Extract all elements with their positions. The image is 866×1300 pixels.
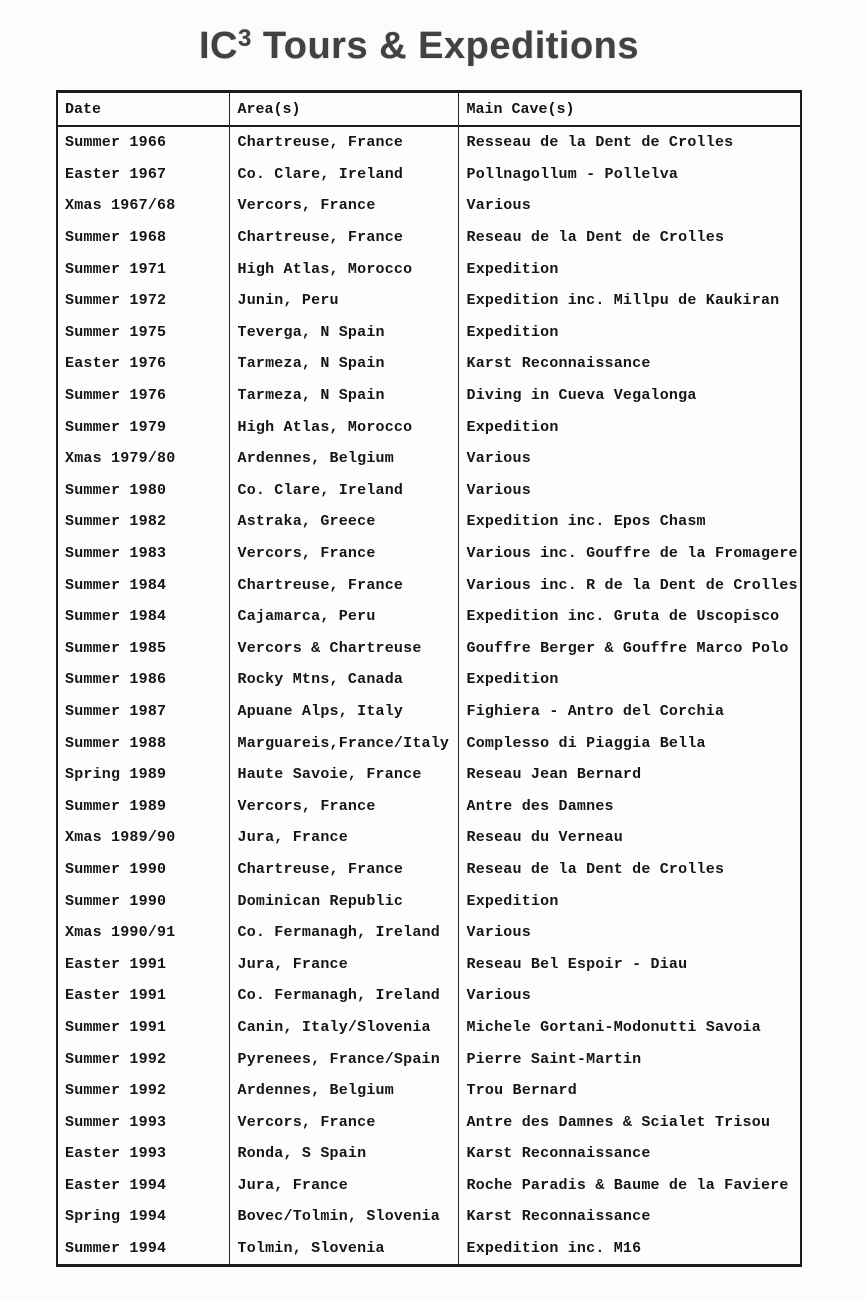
cell-area: Chartreuse, France	[229, 222, 458, 254]
cell-main-cave: Reseau de la Dent de Crolles	[458, 854, 801, 886]
cell-area: High Atlas, Morocco	[229, 411, 458, 443]
table-row	[57, 980, 801, 1012]
cell-main-cave: Gouffre Berger & Gouffre Marco Polo	[458, 633, 801, 665]
title-rest: Tours & Expeditions	[251, 25, 640, 67]
table-row	[57, 1170, 801, 1202]
cell-main-cave: Expedition inc. Epos Chasm	[458, 506, 801, 538]
cell-date: Easter 1993	[65, 1145, 167, 1163]
cell-date: Summer 1968	[65, 229, 167, 247]
cell-date: Summer 1994	[65, 1240, 167, 1258]
cell-date: Summer 1980	[65, 481, 167, 499]
table-row	[57, 759, 801, 791]
cell-main-cave: Karst Reconnaissance	[458, 348, 801, 380]
cell-main-cave: Expedition inc. Millpu de Kaukiran	[458, 285, 801, 317]
cell-main-cave: Reseau Bel Espoir - Diau	[458, 948, 801, 980]
cell-main-cave: Roche Paradis & Baume de la Faviere	[458, 1170, 801, 1202]
table-row	[57, 126, 801, 159]
cell-main-cave: Antre des Damnes	[458, 790, 801, 822]
cell-date: Summer 1984	[65, 576, 167, 594]
cell-area: Jura, France	[229, 948, 458, 980]
cell-date: Summer 1985	[65, 639, 167, 657]
cell-date: Summer 1990	[65, 860, 167, 878]
cell-date: Xmas 1979/80	[65, 450, 176, 468]
table-row	[57, 601, 801, 633]
cell-date: Spring 1989	[65, 766, 167, 784]
cell-area: Vercors & Chartreuse	[229, 633, 458, 665]
table-row	[57, 253, 801, 285]
cell-main-cave: Reseau de la Dent de Crolles	[458, 222, 801, 254]
cell-main-cave: Expedition inc. M16	[458, 1233, 801, 1266]
cell-main-cave: Trou Bernard	[458, 1075, 801, 1107]
cell-area: Vercors, France	[229, 190, 458, 222]
table-row	[57, 538, 801, 570]
cell-area: Ardennes, Belgium	[229, 1075, 458, 1107]
header-area: Area(s)	[229, 92, 458, 127]
cell-area: Tolmin, Slovenia	[229, 1233, 458, 1266]
title-ic: IC	[198, 25, 238, 67]
table-row	[57, 854, 801, 886]
cell-date: Summer 1988	[65, 734, 167, 752]
table-row	[57, 285, 801, 317]
cell-main-cave: Various	[458, 190, 801, 222]
cell-main-cave: Resseau de la Dent de Crolles	[458, 126, 801, 159]
cell-area: Cajamarca, Peru	[229, 601, 458, 633]
table-row	[57, 348, 801, 380]
cell-main-cave: Various inc. R de la Dent de Crolles	[458, 569, 801, 601]
cell-main-cave: Various	[458, 443, 801, 475]
table-row	[57, 190, 801, 222]
cell-area: High Atlas, Morocco	[229, 253, 458, 285]
cell-date: Easter 1976	[65, 355, 167, 373]
cell-area: Apuane Alps, Italy	[229, 696, 458, 728]
cell-date: Summer 1992	[65, 1082, 167, 1100]
cell-area: Tarmeza, N Spain	[229, 380, 458, 412]
cell-area: Ronda, S Spain	[229, 1138, 458, 1170]
cell-area: Chartreuse, France	[229, 569, 458, 601]
page-title	[0, 24, 852, 73]
cell-main-cave: Expedition	[458, 664, 801, 696]
table-row	[57, 1106, 801, 1138]
table-row	[57, 1075, 801, 1107]
cell-date: Summer 1986	[65, 671, 167, 689]
cell-area: Co. Clare, Ireland	[229, 475, 458, 507]
table-row	[57, 727, 801, 759]
table-row	[57, 790, 801, 822]
cell-main-cave: Expedition	[458, 317, 801, 349]
cell-main-cave: Various	[458, 475, 801, 507]
cell-area: Rocky Mtns, Canada	[229, 664, 458, 696]
cell-area: Co. Fermanagh, Ireland	[229, 980, 458, 1012]
cell-main-cave: Karst Reconnaissance	[458, 1138, 801, 1170]
table-row	[57, 475, 801, 507]
cell-date: Summer 1992	[65, 1050, 167, 1068]
cell-date: Summer 1989	[65, 797, 167, 815]
cell-date: Summer 1979	[65, 418, 167, 436]
cell-main-cave: Various	[458, 980, 801, 1012]
table-row	[57, 917, 801, 949]
table-row	[57, 1043, 801, 1075]
cell-main-cave: Pollnagollum - Pollelva	[458, 159, 801, 191]
cell-area: Teverga, N Spain	[229, 317, 458, 349]
cell-main-cave: Various	[458, 917, 801, 949]
cell-area: Vercors, France	[229, 538, 458, 570]
cell-date: Summer 1993	[65, 1113, 167, 1131]
table-header-row	[57, 92, 801, 127]
cell-date: Xmas 1990/91	[65, 924, 176, 942]
cell-area: Jura, France	[229, 822, 458, 854]
table-row	[57, 1138, 801, 1170]
table-row	[57, 222, 801, 254]
cell-main-cave: Expedition	[458, 885, 801, 917]
table-row	[57, 506, 801, 538]
table-row	[57, 885, 801, 917]
cell-date: Summer 1976	[65, 387, 167, 405]
table-row	[57, 1233, 801, 1266]
cell-area: Junin, Peru	[229, 285, 458, 317]
table-row	[57, 633, 801, 665]
cell-main-cave: Reseau du Verneau	[458, 822, 801, 854]
cell-date: Summer 1984	[65, 608, 167, 626]
cell-main-cave: Michele Gortani-Modonutti Savoia	[458, 1012, 801, 1044]
cell-area: Bovec/Tolmin, Slovenia	[229, 1201, 458, 1233]
cell-date: Summer 1971	[65, 260, 167, 278]
cell-area: Vercors, France	[229, 1106, 458, 1138]
table-row	[57, 569, 801, 601]
header-main-cave: Main Cave(s)	[458, 92, 801, 127]
cell-main-cave: Expedition	[458, 253, 801, 285]
cell-date: Easter 1994	[65, 1176, 167, 1194]
cell-main-cave: Expedition inc. Gruta de Uscopisco	[458, 601, 801, 633]
table-row	[57, 948, 801, 980]
cell-date: Summer 1991	[65, 1018, 167, 1036]
cell-date: Summer 1982	[65, 513, 167, 531]
table-row	[57, 380, 801, 412]
cell-area: Marguareis,France/Italy	[229, 727, 458, 759]
table-row	[57, 664, 801, 696]
table-row	[57, 1012, 801, 1044]
cell-date: Easter 1991	[65, 987, 167, 1005]
cell-date: Summer 1966	[65, 134, 167, 152]
cell-area: Co. Clare, Ireland	[229, 159, 458, 191]
expeditions-table	[56, 90, 802, 1267]
cell-area: Chartreuse, France	[229, 126, 458, 159]
cell-main-cave: Karst Reconnaissance	[458, 1201, 801, 1233]
cell-area: Astraka, Greece	[229, 506, 458, 538]
cell-date: Xmas 1989/90	[65, 829, 176, 847]
document-page	[0, 24, 866, 1300]
cell-date: Summer 1975	[65, 323, 167, 341]
cell-date: Summer 1972	[65, 292, 167, 310]
cell-area: Vercors, France	[229, 790, 458, 822]
cell-main-cave: Expedition	[458, 411, 801, 443]
cell-main-cave: Fighiera - Antro del Corchia	[458, 696, 801, 728]
cell-date: Spring 1994	[65, 1208, 167, 1226]
cell-main-cave: Various inc. Gouffre de la Fromagere	[458, 538, 801, 570]
table-row	[57, 411, 801, 443]
cell-area: Canin, Italy/Slovenia	[229, 1012, 458, 1044]
cell-date: Xmas 1967/68	[65, 197, 176, 215]
cell-area: Haute Savoie, France	[229, 759, 458, 791]
cell-area: Dominican Republic	[229, 885, 458, 917]
cell-main-cave: Diving in Cueva Vegalonga	[458, 380, 801, 412]
title-superscript-3: 3	[237, 25, 252, 52]
cell-date: Summer 1987	[65, 702, 167, 720]
table-row	[57, 159, 801, 191]
cell-date: Easter 1967	[65, 165, 167, 183]
cell-date: Easter 1991	[65, 955, 167, 973]
cell-area: Jura, France	[229, 1170, 458, 1202]
header-date: Date	[57, 92, 229, 127]
cell-area: Chartreuse, France	[229, 854, 458, 886]
cell-area: Co. Fermanagh, Ireland	[229, 917, 458, 949]
table-body	[57, 126, 801, 1266]
cell-main-cave: Pierre Saint-Martin	[458, 1043, 801, 1075]
cell-area: Ardennes, Belgium	[229, 443, 458, 475]
table-row	[57, 443, 801, 475]
table-row	[57, 317, 801, 349]
cell-main-cave: Complesso di Piaggia Bella	[458, 727, 801, 759]
cell-area: Pyrenees, France/Spain	[229, 1043, 458, 1075]
cell-date: Summer 1983	[65, 545, 167, 563]
cell-main-cave: Antre des Damnes & Scialet Trisou	[458, 1106, 801, 1138]
cell-date: Summer 1990	[65, 892, 167, 910]
table-row	[57, 1201, 801, 1233]
cell-main-cave: Reseau Jean Bernard	[458, 759, 801, 791]
cell-area: Tarmeza, N Spain	[229, 348, 458, 380]
table-row	[57, 822, 801, 854]
table-row	[57, 696, 801, 728]
